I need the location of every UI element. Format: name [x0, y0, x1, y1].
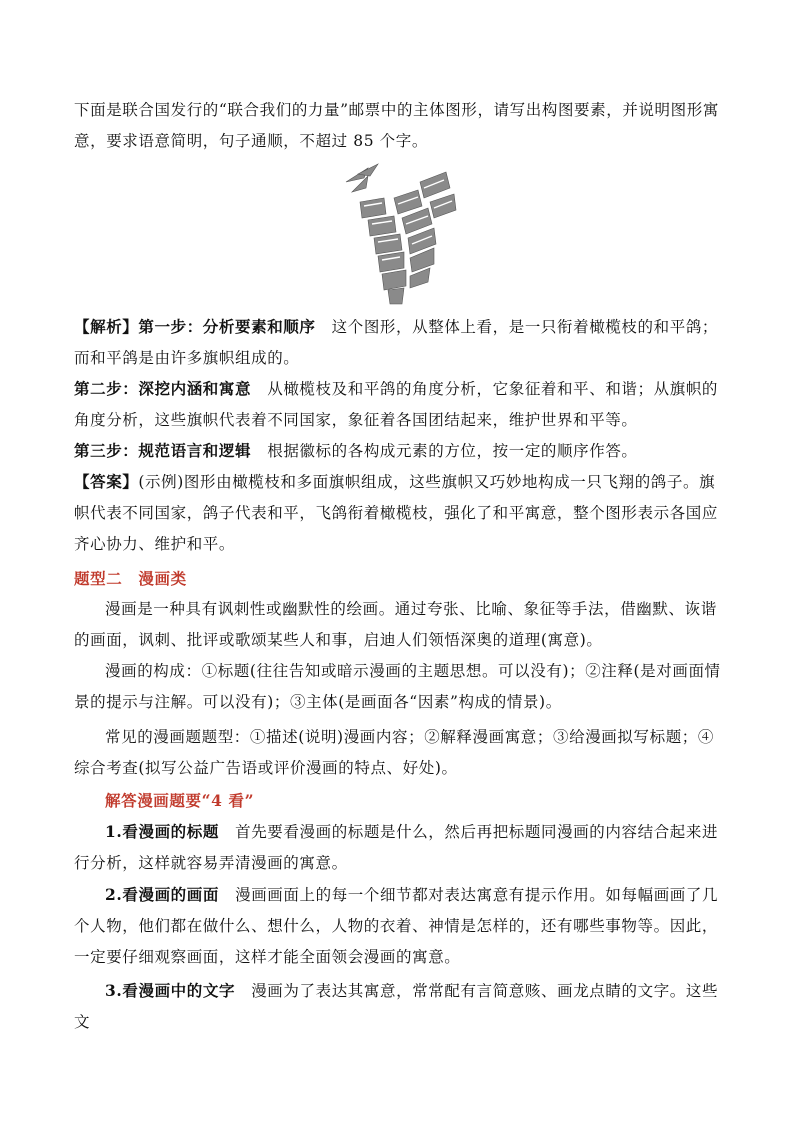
section-subheading: 解答漫画题要“4 看” — [105, 791, 255, 810]
analysis-step2 — [74, 373, 722, 436]
step1-title: 第一步：分析要素和顺序 — [138, 317, 316, 336]
item3 — [74, 975, 722, 1038]
step3-text: 根据徽标的各构成元素的方位，按一定的顺序作答。 — [267, 442, 638, 460]
item2-text: 漫画画面上的每一个细节都对表达寓意有提示作用。如每幅画画了几个人物，他们都在做什么、想什么，人物的衣着、神情是怎样的，还有哪些事物等。因此，一定要仔细观察画面，这样才能全面领会漫画的寓意。 — [74, 886, 719, 966]
section-heading: 题型二 漫画类 — [74, 569, 187, 588]
step2-text: 从橄榄枝及和平鸽的角度分析，它象征着和平、和谐；从旗帜的角度分析，这些旗帜代表着不同国家，象征着各国团结起来，维护世界和平等。 — [74, 380, 719, 429]
item2 — [74, 879, 722, 973]
step2-title: 第二步：深挖内涵和寓意 — [74, 379, 252, 398]
analysis-label: 【解析】 — [74, 317, 139, 336]
step1-text: 这个图形，从整体上看，是一只衔着橄榄枝的和平鸽；而和平鸽是由许多旗帜组成的。 — [74, 318, 719, 367]
item1 — [74, 816, 722, 879]
analysis-step3 — [74, 435, 722, 467]
section-para3: 常见的漫画题题型：①描述(说明)漫画内容；②解释漫画寓意；③给漫画拟写标题；④综合考查(拟写公益广告语或评价漫画的特点、好处)。 — [74, 728, 714, 777]
section-para2: 漫画的构成：①标题(往往告知或暗示漫画的主题思想。可以没有)；②注释(是对画面情景的提示与注解。可以没有)；③主体(是画面各“因素”构成的情景)。 — [74, 662, 721, 711]
step3-title: 第三步：规范语言和逻辑 — [74, 441, 252, 460]
section-para1: 漫画是一种具有讽刺性或幽默性的绘画。通过夸张、比喻、象征等手法，借幽默、诙谐的画面，讽刺、批评或歌颂某些人和事，启迪人们领悟深奥的道理(寓意)。 — [74, 600, 717, 649]
item1-title: 1.看漫画的标题 — [105, 822, 219, 841]
item3-title: 3.看漫画中的文字 — [105, 981, 236, 1000]
peace-dove-flags-emblem — [338, 162, 458, 306]
item2-title: 2.看漫画的画面 — [105, 885, 219, 904]
analysis-step1 — [74, 311, 722, 374]
answer-paragraph — [74, 466, 722, 560]
answer-text: (示例)图形由橄榄枝和多面旗帜组成，这些旗帜又巧妙地构成一只飞翔的鸽子。旗帜代表不同国家，鸽子代表和平，飞鸽衔着橄榄枝，强化了和平寓意，整个图形表示各国应齐心协力、维护和平。 — [74, 473, 719, 553]
item3-text: 漫画为了表达其寓意，常常配有言简意赅、画龙点睛的文字。这些文 — [74, 982, 719, 1031]
item1-text: 首先要看漫画的标题是什么，然后再把标题同漫画的内容结合起来进行分析，这样就容易弄清漫画的寓意。 — [74, 823, 719, 872]
question-text: 下面是联合国发行的“联合我们的力量”邮票中的主体图形，请写出构图要素，并说明图形寓意，要求语意简明，句子通顺，不超过 85 个字。 — [74, 101, 719, 150]
answer-label: 【答案】 — [74, 472, 139, 491]
